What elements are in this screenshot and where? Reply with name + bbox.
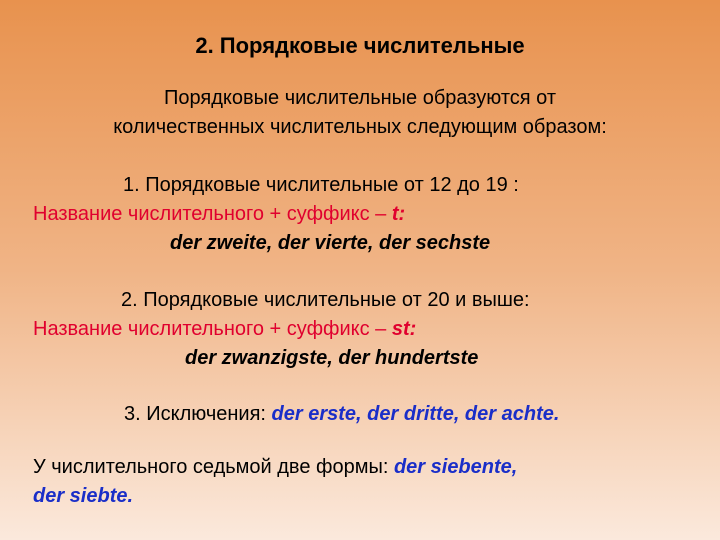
rule2-heading: 2. Порядковые числительные от 20 и выше:	[121, 289, 530, 311]
rule2-formula-text: Название числительного + суффикс	[33, 318, 370, 340]
intro-line-2: количественных числительных следующим образом:	[113, 116, 607, 138]
slide-title: 2. Порядковые числительные	[195, 33, 525, 58]
note-line-1	[33, 456, 517, 479]
rule1-formula-text: Название числительного + суффикс	[33, 203, 370, 225]
rule3-label: 3. Исключения:	[124, 403, 272, 425]
note-form-2: der siebte.	[33, 485, 134, 507]
rule2-dash: –	[369, 318, 392, 340]
rule2-suffix: st:	[391, 318, 417, 340]
rule1-examples: der zweite, der vierte, der sechste	[170, 232, 491, 254]
intro-line-1: Порядковые числительные образуются от	[164, 87, 556, 109]
rule1-heading: 1. Порядковые числительные от 12 до 19 :	[123, 174, 519, 196]
note-text: У числительного седьмой две формы:	[33, 456, 394, 478]
rule3-examples: der erste, der dritte, der achte.	[271, 403, 560, 425]
rule1-dash: –	[369, 203, 392, 225]
rule3-exceptions	[124, 403, 559, 426]
note-form-1: der siebente,	[393, 456, 518, 478]
rule2-examples: der zwanzigste, der hundertste	[185, 347, 479, 369]
rule1-suffix: t:	[391, 203, 406, 225]
intro-text	[0, 84, 720, 142]
rule1-formula	[33, 203, 405, 226]
rule2-formula	[33, 318, 416, 341]
